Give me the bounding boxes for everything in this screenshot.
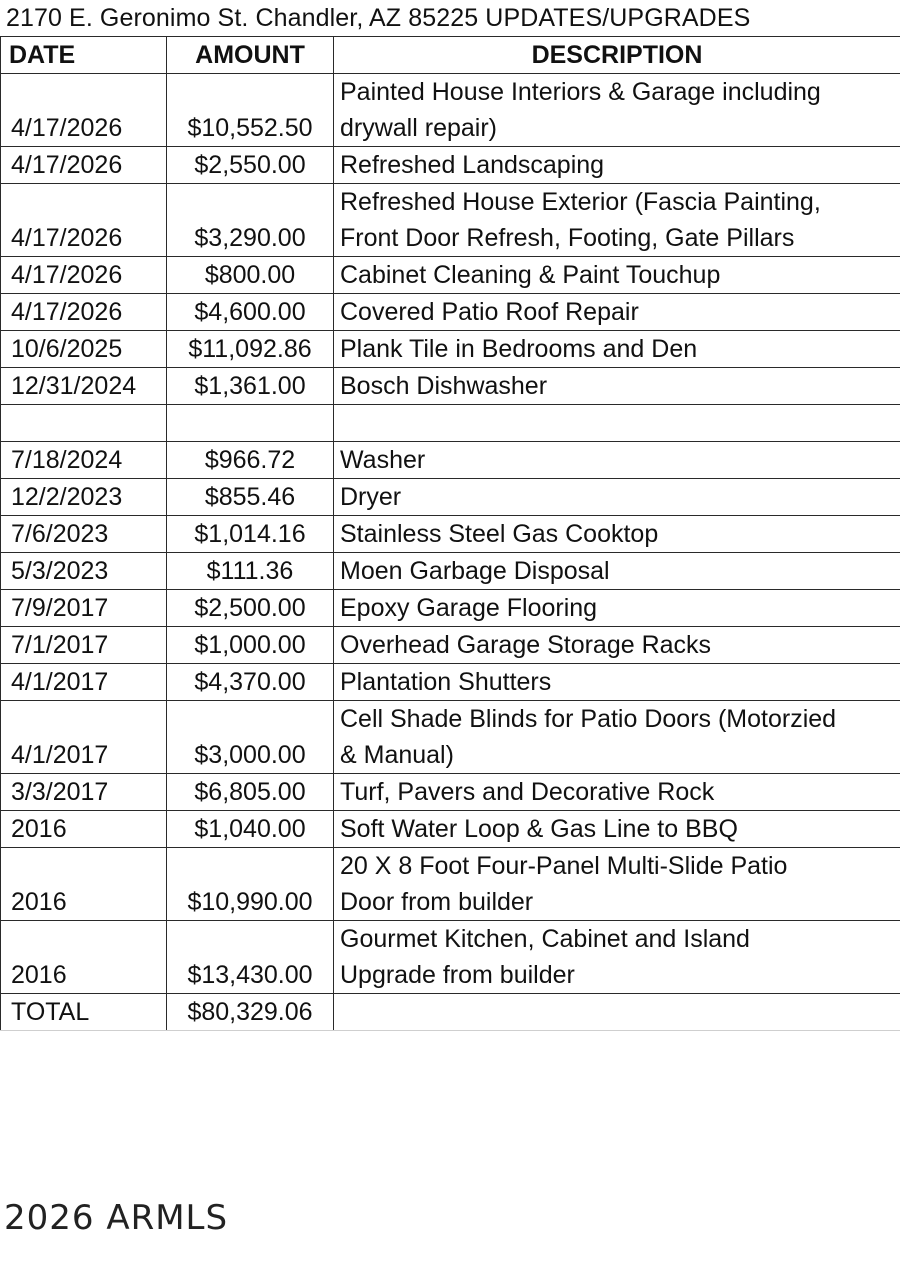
table-row xyxy=(1,184,900,257)
description-line: Cabinet Cleaning & Paint Touchup xyxy=(340,261,721,289)
table-row xyxy=(1,442,900,479)
table-row xyxy=(1,811,900,848)
cell-amount: $2,550.00 xyxy=(167,147,334,184)
cell-amount: $13,430.00 xyxy=(167,921,334,994)
cell-amount: $11,092.86 xyxy=(167,331,334,368)
table-row xyxy=(1,590,900,627)
description-line: 20 X 8 Foot Four-Panel Multi-Slide Patio xyxy=(340,852,788,880)
cell-date: 10/6/2025 xyxy=(1,331,167,368)
cell-description xyxy=(334,368,900,405)
cell-description xyxy=(334,405,900,442)
sheet-title: 2170 E. Geronimo St. Chandler, AZ 85225 UPDATES/UPGRADES xyxy=(6,3,751,32)
cell-date: 12/2/2023 xyxy=(1,479,167,516)
cell-description xyxy=(334,664,900,701)
cell-description xyxy=(334,774,900,811)
cell-amount: $6,805.00 xyxy=(167,774,334,811)
cell-amount: $4,600.00 xyxy=(167,294,334,331)
table-row xyxy=(1,368,900,405)
description-line: Epoxy Garage Flooring xyxy=(340,594,598,622)
total-description-cell xyxy=(334,994,900,1031)
table-row xyxy=(1,74,900,147)
copyright-watermark: 2026 ARMLS xyxy=(4,1198,229,1238)
cell-amount: $1,000.00 xyxy=(167,627,334,664)
header-row xyxy=(1,37,900,74)
cell-date: 4/17/2026 xyxy=(1,74,167,147)
cell-description xyxy=(334,257,900,294)
cell-amount xyxy=(167,405,334,442)
table-row xyxy=(1,627,900,664)
cell-amount: $1,040.00 xyxy=(167,811,334,848)
cell-date: 3/3/2017 xyxy=(1,774,167,811)
table-row xyxy=(1,479,900,516)
table-row xyxy=(1,147,900,184)
cell-amount: $4,370.00 xyxy=(167,664,334,701)
table-row xyxy=(1,405,900,442)
table-body xyxy=(1,74,900,994)
cell-amount: $966.72 xyxy=(167,442,334,479)
table-row xyxy=(1,848,900,921)
cell-description xyxy=(334,627,900,664)
cell-description xyxy=(334,516,900,553)
cell-amount: $10,990.00 xyxy=(167,848,334,921)
cell-date: 2016 xyxy=(1,811,167,848)
header-amount: AMOUNT xyxy=(167,37,334,74)
cell-date: 4/17/2026 xyxy=(1,184,167,257)
cell-description xyxy=(334,442,900,479)
cell-date: 7/18/2024 xyxy=(1,442,167,479)
cell-description xyxy=(334,921,900,994)
description-line: Door from builder xyxy=(340,888,534,916)
cell-date: 5/3/2023 xyxy=(1,553,167,590)
cell-description xyxy=(334,184,900,257)
description-line: Soft Water Loop & Gas Line to BBQ xyxy=(340,815,738,843)
cell-amount: $111.36 xyxy=(167,553,334,590)
cell-date: 4/1/2017 xyxy=(1,664,167,701)
description-line: Refreshed House Exterior (Fascia Painting, xyxy=(340,188,821,216)
total-label: TOTAL xyxy=(1,994,167,1031)
cell-description xyxy=(334,553,900,590)
cell-description xyxy=(334,294,900,331)
cell-amount: $800.00 xyxy=(167,257,334,294)
cell-date: 12/31/2024 xyxy=(1,368,167,405)
description-line: Bosch Dishwasher xyxy=(340,372,548,400)
description-line: drywall repair) xyxy=(340,114,497,142)
cell-amount: $855.46 xyxy=(167,479,334,516)
description-line: & Manual) xyxy=(340,741,454,769)
cell-date: 2016 xyxy=(1,921,167,994)
cell-amount: $3,290.00 xyxy=(167,184,334,257)
description-line: Covered Patio Roof Repair xyxy=(340,298,639,326)
cell-date: 7/6/2023 xyxy=(1,516,167,553)
description-line: Gourmet Kitchen, Cabinet and Island xyxy=(340,925,750,953)
cell-date: 4/17/2026 xyxy=(1,294,167,331)
cell-date: 7/9/2017 xyxy=(1,590,167,627)
cell-description xyxy=(334,590,900,627)
header-date: DATE xyxy=(1,37,167,74)
description-line: Overhead Garage Storage Racks xyxy=(340,631,712,659)
description-line: Plantation Shutters xyxy=(340,668,552,696)
total-amount: $80,329.06 xyxy=(167,994,334,1031)
table-row xyxy=(1,774,900,811)
cell-amount: $1,014.16 xyxy=(167,516,334,553)
description-line: Plank Tile in Bedrooms and Den xyxy=(340,335,698,363)
cell-description xyxy=(334,811,900,848)
table-row xyxy=(1,331,900,368)
table-row xyxy=(1,553,900,590)
cell-description xyxy=(334,701,900,774)
cell-date: 2016 xyxy=(1,848,167,921)
description-line: Upgrade from builder xyxy=(340,961,575,989)
table-row xyxy=(1,701,900,774)
header-description: DESCRIPTION xyxy=(334,37,900,74)
description-line: Turf, Pavers and Decorative Rock xyxy=(340,778,715,806)
cell-amount: $10,552.50 xyxy=(167,74,334,147)
cell-amount: $3,000.00 xyxy=(167,701,334,774)
description-line: Washer xyxy=(340,446,426,474)
table-row xyxy=(1,921,900,994)
description-line: Moen Garbage Disposal xyxy=(340,557,610,585)
cell-description xyxy=(334,147,900,184)
description-line: Cell Shade Blinds for Patio Doors (Motorzied xyxy=(340,705,837,733)
upgrades-table xyxy=(0,36,900,1031)
table-row xyxy=(1,516,900,553)
description-line: Refreshed Landscaping xyxy=(340,151,605,179)
cell-description xyxy=(334,74,900,147)
table-row xyxy=(1,257,900,294)
cell-date: 4/17/2026 xyxy=(1,147,167,184)
table-row xyxy=(1,664,900,701)
cell-date: 4/1/2017 xyxy=(1,701,167,774)
cell-date: 7/1/2017 xyxy=(1,627,167,664)
table-row xyxy=(1,294,900,331)
cell-date: 4/17/2026 xyxy=(1,257,167,294)
description-line: Painted House Interiors & Garage including xyxy=(340,78,821,106)
cell-description xyxy=(334,331,900,368)
description-line: Front Door Refresh, Footing, Gate Pillars xyxy=(340,224,795,252)
cell-date xyxy=(1,405,167,442)
cell-amount: $2,500.00 xyxy=(167,590,334,627)
cell-description xyxy=(334,479,900,516)
description-line: Stainless Steel Gas Cooktop xyxy=(340,520,659,548)
cell-description xyxy=(334,848,900,921)
cell-amount: $1,361.00 xyxy=(167,368,334,405)
description-line: Dryer xyxy=(340,483,402,511)
total-row xyxy=(1,994,900,1031)
